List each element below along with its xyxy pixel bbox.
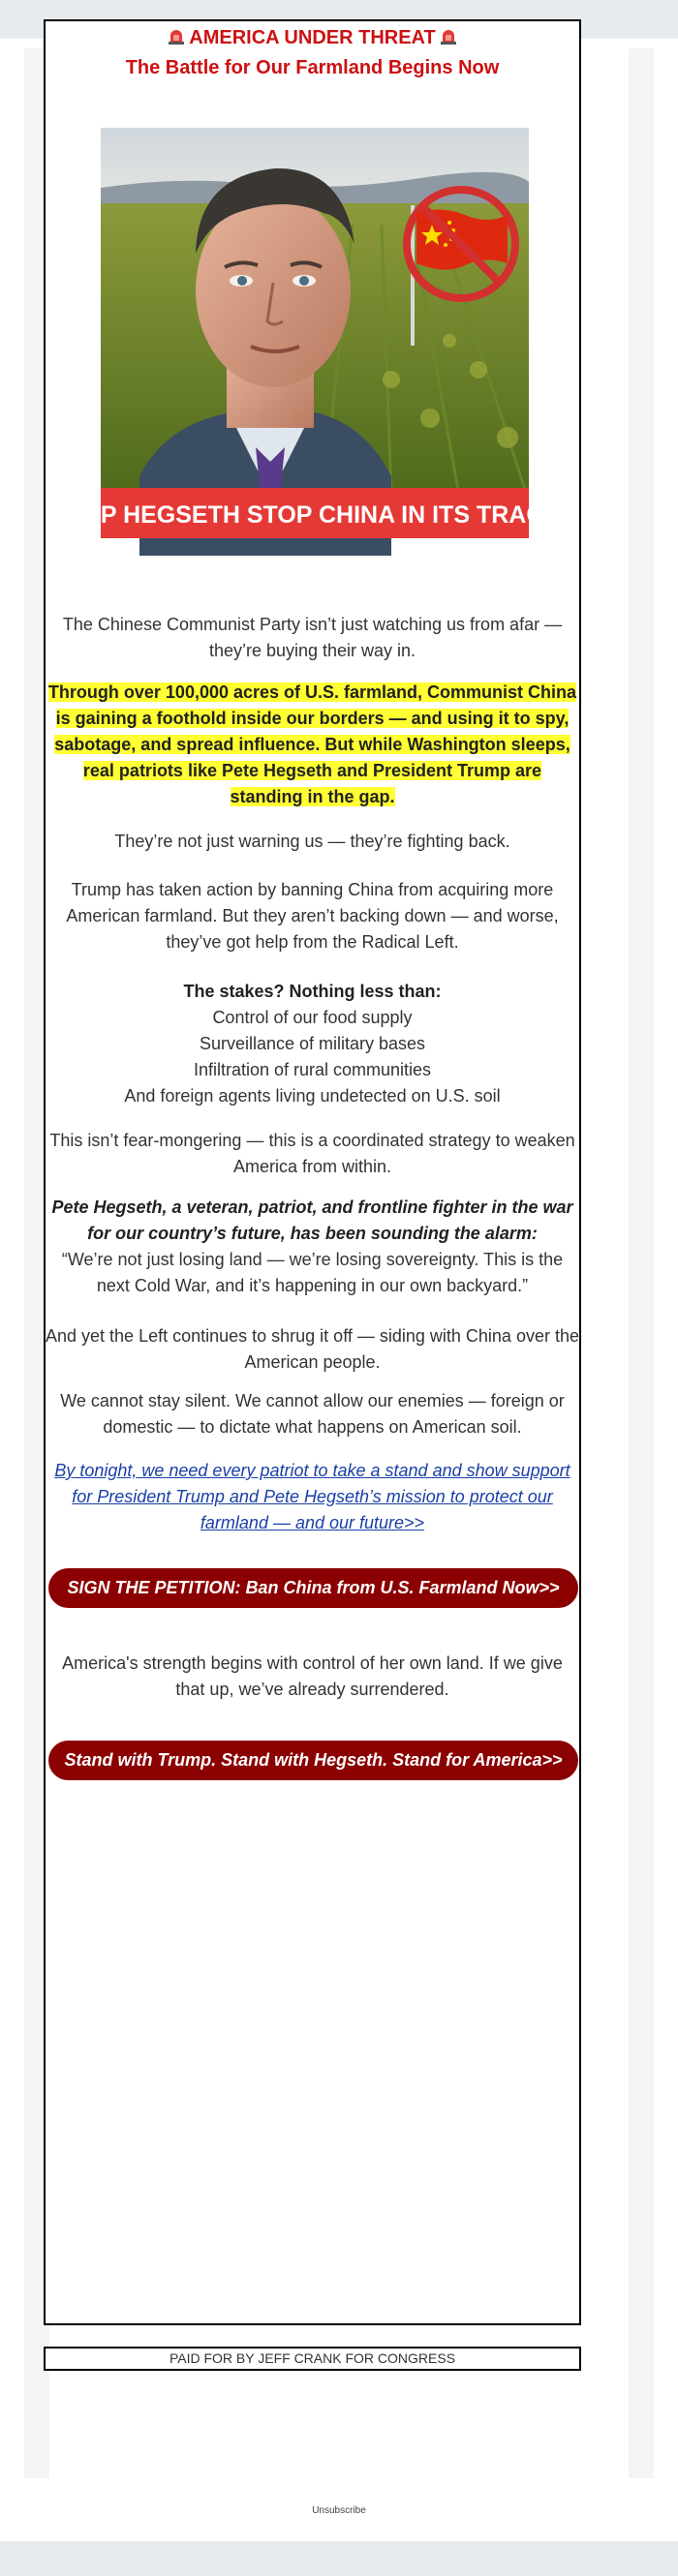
paragraph-hegseth (46, 1195, 579, 1299)
stakes-heading: The stakes? Nothing less than: (183, 982, 442, 1001)
hegseth-quote: “We’re not just losing land — we’re losing sovereignty. This is the next Cold War, and it’s happening in our own backyard.” (61, 1250, 564, 1295)
stakes-list (46, 979, 579, 1109)
paragraph-intro: The Chinese Communist Party isn’t just watching us from afar — they’re buying their way in. (62, 615, 563, 660)
unsubscribe-link[interactable]: Unsubscribe (312, 2505, 366, 2516)
hegseth-intro: Pete Hegseth, a veteran, patriot, and frontline fighter in the war for our country’s future, has been sounding the alarm: (51, 1197, 573, 1243)
hero-illustration (51, 128, 578, 556)
emergency-light-icon (168, 29, 185, 45)
paid-for-disclaimer: PAID FOR BY JEFF CRANK FOR CONGRESS (44, 2347, 581, 2371)
paragraph-trump-action: Trump has taken action by banning China from acquiring more American farmland. But they aren’t backing down — and worse, they’ve got help from the Radical Left. (66, 880, 559, 952)
paragraph-strategy: This isn’t fear-mongering — this is a coordinated strategy to weaken America from within. (49, 1131, 575, 1176)
banner-text: HELP HEGSETH STOP CHINA IN ITS TRACKS (51, 501, 578, 529)
emergency-light-icon (440, 29, 457, 45)
stand-button[interactable]: Stand with Trump. Stand with Hegseth. Stand for America>> (48, 1741, 578, 1780)
headline (46, 26, 579, 49)
paragraph-highlight (46, 680, 579, 810)
stakes-item: Infiltration of rural communities (193, 1060, 432, 1079)
stakes-item: Surveillance of military bases (199, 1034, 426, 1053)
highlighted-text: Through over 100,000 acres of U.S. farmland, Communist China is gaining a foothold inside our borders — and using it to spy, sabotage, and spread influence. But while Washington sleeps, real patriots like Pete Hegseth and President Trump are standing in the gap. (47, 682, 577, 806)
support-link[interactable]: By tonight, we need every patriot to take a stand and show support for President Trump and Pete Hegseth’s mission to protect our farmland — and our future>> (54, 1461, 570, 1532)
hero-image[interactable] (51, 128, 578, 556)
petition-button[interactable]: SIGN THE PETITION: Ban China from U.S. Farmland Now>> (48, 1568, 578, 1608)
paragraph-fighting-back: They’re not just warning us — they’re fighting back. (114, 832, 510, 851)
subheadline: The Battle for Our Farmland Begins Now (125, 57, 500, 78)
support-link-wrap (46, 1458, 579, 1536)
stakes-item: And foreign agents living undetected on U.S. soil (124, 1086, 501, 1106)
paragraph-strength: America's strength begins with control of her own land. If we give that up, we’ve already surrendered. (62, 1653, 563, 1699)
message-box (44, 19, 581, 2325)
bottom-margin (0, 2541, 678, 2576)
headline-text: AMERICA UNDER THREAT (189, 27, 436, 48)
paragraph-left: And yet the Left continues to shrug it off — siding with China over the American people. (46, 1326, 579, 1372)
paragraph-silent: We cannot stay silent. We cannot allow our enemies — foreign or domestic — to dictate what happens on American soil. (60, 1391, 565, 1437)
stakes-item: Control of our food supply (212, 1008, 413, 1027)
